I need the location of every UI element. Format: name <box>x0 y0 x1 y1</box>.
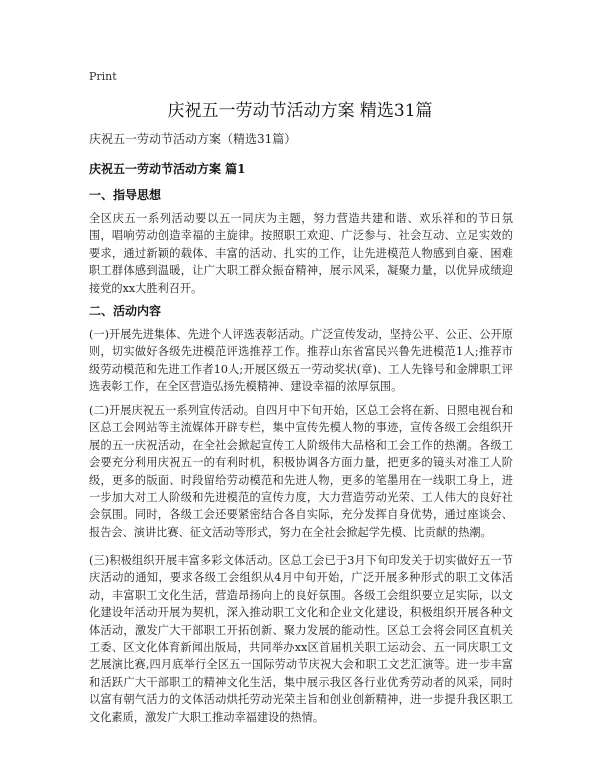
document-subtitle: 庆祝五一劳动节活动方案（精选31篇） <box>89 132 297 146</box>
document-title: 庆祝五一劳动节活动方案 精选31篇 <box>167 101 433 121</box>
paragraph-activity-3: (三)积极组织开展丰富多彩文体活动。区总工会已于3月下旬印发关于切实做好五一节庆活动的通知，要求各级工会组织从4月中旬开始，广泛开展多种形式的职工文体活动，丰富职工文化生活，营造昂扬向上的良好氛围。各级工会组织要立足实际，以文化建设年活动开展为契机，深入推动职工文化和企业文化建设，积极组织开展各种文体活动，激发广大干部职工开拓创新、聚力发展的能动性。区总工会将会同区直机关工委、区文化体育新闻出版局，共同举办xx区首届机关职工运动会、五一同庆职工文艺展演比赛,四月底举行全区五一国际劳动节庆祝大会和职工文艺汇演等。进一步丰富和活跃广大干部职工的精神文化生活，集中展示我区各行业优秀劳动者的风采，同时以富有朝气活力的文体活动烘托劳动光荣主旨和创业创新精神，进一步提升我区职工文化素质，激发广大职工推动幸福建设的热情。 <box>89 554 513 724</box>
heading-guiding-ideology: 一、指导思想 <box>89 188 162 202</box>
paragraph-activity-2: (二)开展庆祝五一系列宣传活动。自四月中下旬开始，区总工会将在新、日照电视台和区总工会网站等主流媒体开辟专栏，集中宣传先模人物的事迹，宣传各级工会组织开展的五一庆祝活动，在全社会掀起宣传工人阶级伟大品格和工会工作的热潮。各级工会要充分利用庆祝五一的有利时机，积极协调各方面力量，把更多的镜头对准工人阶级，更多的版面、时段留给劳动模范和先进人物，更多的笔墨用在一线职工身上，进一步加大对工人阶级和先进模范的宣传力度，大力营造劳动光荣、工人伟大的良好社会氛围。同时，各级工会还要紧密结合各自实际，充分发挥自身优势，通过座谈会、报告会、演讲比赛、征文活动等形式，努力在全社会掀起学先模、比贡献的热潮。 <box>89 404 513 539</box>
print-label: Print <box>89 70 117 83</box>
section-title: 庆祝五一劳动节活动方案 篇1 <box>89 162 246 176</box>
paragraph-guiding-ideology: 全区庆五一系列活动要以五一同庆为主题，努力营造共建和谐、欢乐祥和的节日氛围，唱响劳动创造幸福的主旋律。按照职工欢迎、广泛参与、社会互动、立足实效的要求，通过新颖的载体、丰富的活动、扎实的工作，让先进模范人物感到自豪、困难职工群体感到温暖，让广大职工群众振奋精神，展示风采，凝聚力量，以优异成绩迎接党的xx大胜利召开。 <box>89 212 513 295</box>
paragraph-activity-1: (一)开展先进集体、先进个人评选表彰活动。广泛宣传发动，坚持公平、公正、公开原则，切实做好各级先进模范评选推荐工作。推荐山东省富民兴鲁先进模范1人;推荐市级劳动模范和先进工作者10人;开展区级五一劳动奖状(章)、工人先锋号和金牌职工评选表彰工作，在全区营造弘扬先模精神、建设幸福的浓厚氛围。 <box>89 328 513 394</box>
heading-activity-content: 二、活动内容 <box>89 304 162 318</box>
